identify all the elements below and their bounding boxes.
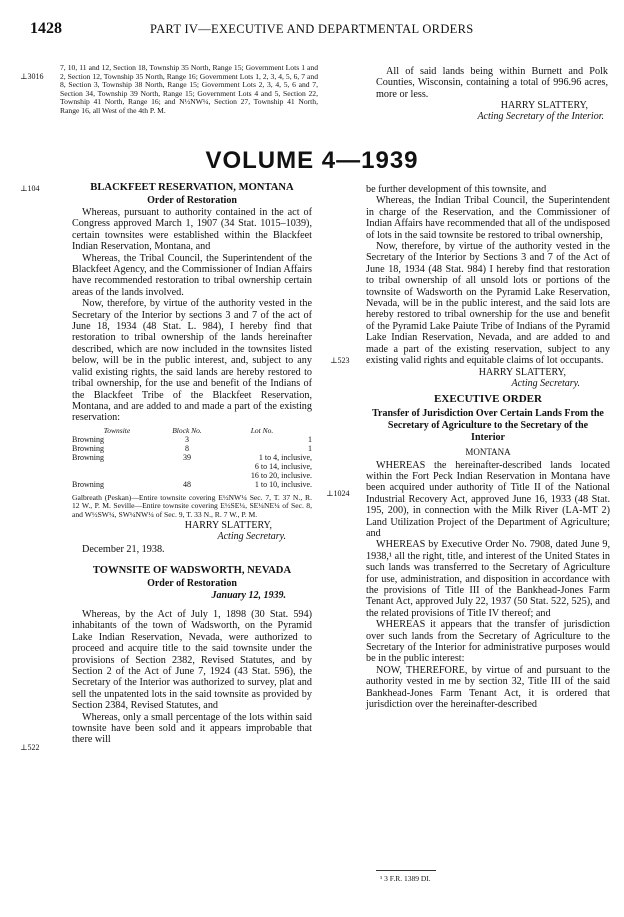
block-cell: 8 (185, 443, 189, 453)
table-row (72, 444, 312, 453)
right-column (366, 184, 610, 710)
volume-title: VOLUME 4—1939 (205, 147, 419, 174)
block-cell: 39 (183, 452, 191, 462)
section-title: BLACKFEET RESERVATION, MONTANA (90, 182, 294, 193)
paragraph: NOW, THEREFORE, by virtue of and pursuant to the authority vested in me by section 32, Title III of the said Bankhead-Jones Farm Tenant Act, it is ordered that jurisdiction over the hereinafter-described (366, 664, 610, 711)
paragraph: Whereas, only a small percentage of the lots within said townsite have been sold and it appears improbable that there will (72, 711, 312, 746)
order-heading: Order of Restoration (147, 577, 237, 589)
footnote-rule (376, 870, 436, 871)
land-description: 7, 10, 11 and 12, Section 18, Township 35 North, Range 15; Government Lots 1 and 2, Section 12, Township 35 North, Range 16; Government Lots 1, 2, 3, 4, 5, 6, 7 and 8, Section 3, Township 38 North, Range 15; Government Lots 2, 3, 4, 5, 6 and 7, Section 34, Township 39 North, Range 15; Government Lots 4 and 5, Section 22, Township 41 North, Range 16; and N½NW¼, Section 27, Township 41 North, Range 16, all West of the 4th P. M. (60, 63, 318, 115)
order-date: January 12, 1939. (211, 589, 286, 601)
paragraph: Whereas, the Tribal Council, the Superintendent of the Blackfeet Agency, and the Commissioner of Indian Affairs have recommended restoration to tribal ownership certain areas of the lands involved. (72, 252, 312, 298)
top-right-block (376, 66, 608, 122)
paragraph: be further development of this townsite, and (366, 184, 547, 195)
townsite-description: Galbreath (Peskan)—Entire townsite covering E½NW¼ Sec. 7, T. 37 N., R. 12 W., P. M. Seville—Entire townsite covering E½SE¼, SE¼NE¼ of Sec. 8, and W½SW¼, SW¼NW¼ of Sec. 9, T. 33 N., R. 7 W., P. M. (72, 492, 312, 519)
table-row (72, 480, 312, 489)
table-header: Lot No. (250, 425, 274, 435)
block-cell: 3 (185, 434, 189, 444)
signer-name: HARRY SLATTERY, (184, 519, 272, 531)
order-date: December 21, 1938. (82, 543, 165, 555)
townsite-cell: Browning (72, 443, 104, 453)
page-number: 1428 (30, 20, 62, 37)
table-header: Block No. (172, 425, 202, 435)
top-left-block (60, 64, 318, 116)
paragraph: Whereas, pursuant to authority contained in the act of Congress approved March 1, 1907 (34 Stat. 1015–1039), certain townsites were established within the Blackfeet Indian Reservation, Montana, and (72, 207, 312, 253)
order-heading: Order of Restoration (147, 195, 237, 206)
block-cell: 48 (183, 479, 191, 489)
lot-cell: 1 (308, 434, 312, 444)
table-header: Townsite (103, 425, 131, 435)
paragraph: WHEREAS the hereinafter-described lands located within the Fort Peck Indian Reservation in Montana have been acquired under authority of Title II of the National Industrial Recovery Act, approved June 16, 1933 (48 Stat. 195, 200), in connection with the Milk River (LA-MT 2) Land Utilization Project of the Department of Agriculture; and (366, 459, 610, 539)
left-column (72, 182, 312, 746)
margin-note: ⊥104 (20, 184, 40, 193)
margin-note: ⊥522 (20, 743, 40, 752)
townsite-cell: Browning (72, 452, 104, 462)
paragraph: Now, therefore, by virtue of the authority vested in the Secretary of the Interior by sections 3 and 7 of the act of June 18, 1934 (48 Stat. L. 984), I hereby find that restoration to tribal ownership of the lands hereinafter described, which are now included in the townsites listed below, will be in the public interest, and, subject to any valid existing rights, the said lands are hereby restored to tribal ownership, for the use and benefit of the Indians of the Blackfeet Tribe of the Blackfeet Reservation, Montana, and are added to and made a part of the existing reservation: (72, 298, 312, 424)
signer-title: Acting Secretary. (511, 377, 580, 389)
signer-name: HARRY SLATTERY, (500, 100, 588, 112)
margin-note: ⊥3016 (20, 72, 44, 81)
paragraph: WHEREAS it appears that the transfer of jurisdiction over such lands from the Secretary of Agriculture to the Secretary of the Interior for administrative purposes would be in the public interest: (366, 619, 610, 665)
lot-cell: 1 (308, 443, 312, 453)
paragraph: Whereas, the Indian Tribal Council, the Superintendent in charge of the Reservation, and the Commissioner of Indian Affairs have recommended that all of the undisposed of lots in the said townsite be restored to tribal ownership, (366, 195, 610, 241)
paragraph: WHEREAS by Executive Order No. 7908, dated June 9, 1938,¹ all the right, title, and interest of the United States in such lands was transferred to the Secretary of Agriculture for use, administration, and disposition in accordance with the provisions of Title III of the Bankhead-Jones Farm Tenant Act, approved July 22, 1937 (50 Stat. 522, 525), and the related provisions of Title IV thereof; and (366, 539, 610, 619)
townsite-cell: Browning (72, 479, 104, 489)
paragraph: Now, therefore, by virtue of the authority vested in the Secretary of the Interior by Sections 3 and 7 of the Act of June 18, 1934 (48 Stat. 984) I hereby find that restoration to tribal ownership of all unsold lots or portions of the townsite of Wadsworth on the Pyramid Lake Reservation, Nevada, will be in the public interest, and the said lots are hereby restored to tribal ownership for the use and benefit of the Pyramid Lake Paiute Tribe of Indians of the Pyramid Lake Indian Reservation, Nevada, and are added to and made a part of the existing reservation, subject to any existing valid rights and equitable claims of lot occupants. (366, 241, 610, 367)
footnote: ¹ 3 F.R. 1389 DI. (380, 874, 431, 883)
section-title: TOWNSITE OF WADSWORTH, NEVADA (92, 564, 292, 576)
lot-cell: 1 to 10, inclusive. (254, 479, 312, 489)
townsite-cell: Browning (72, 434, 104, 444)
margin-note: ⊥523 (330, 356, 350, 365)
order-subtitle: Transfer of Jurisdiction Over Certain Lands From the Secretary of Agriculture to the Secretary of the Interior (372, 407, 604, 443)
townsite-table (72, 426, 312, 489)
margin-note: ⊥1024 (326, 489, 350, 498)
paragraph: Whereas, by the Act of July 1, 1898 (30 Stat. 594) inhabitants of the town of Wadsworth, on the Pyramid Lake Indian Reservation, Nevada, were authorized to proceed and acquire title to the said townsite under the provisions of Section 2382, Revised Statutes, and by Section 2 of the Act of June 7, 1924 (43 Stat. 596), the Secretary of the Interior was authorized to survey, plat and sell the unpatented lots in the said townsite as provided by Section 2384, Revised Statutes, and (72, 608, 312, 712)
state-label: MONTANA (465, 446, 511, 457)
signer-title: Acting Secretary of the Interior. (477, 111, 604, 123)
running-title: PART IV—EXECUTIVE AND DEPARTMENTAL ORDERS (150, 22, 474, 36)
executive-order-heading: EXECUTIVE ORDER (434, 392, 542, 405)
signer-title: Acting Secretary. (217, 530, 286, 542)
signer-name: HARRY SLATTERY, (478, 366, 566, 378)
table-row (72, 453, 312, 480)
table-row (72, 435, 312, 444)
lot-cell: 1 to 4, inclusive, 6 to 14, inclusive, 16 to 20, inclusive. (250, 452, 312, 480)
acreage-paragraph: All of said lands being within Burnett and Polk Counties, Wisconsin, containing a total of 996.96 acres, more or less. (376, 66, 608, 100)
